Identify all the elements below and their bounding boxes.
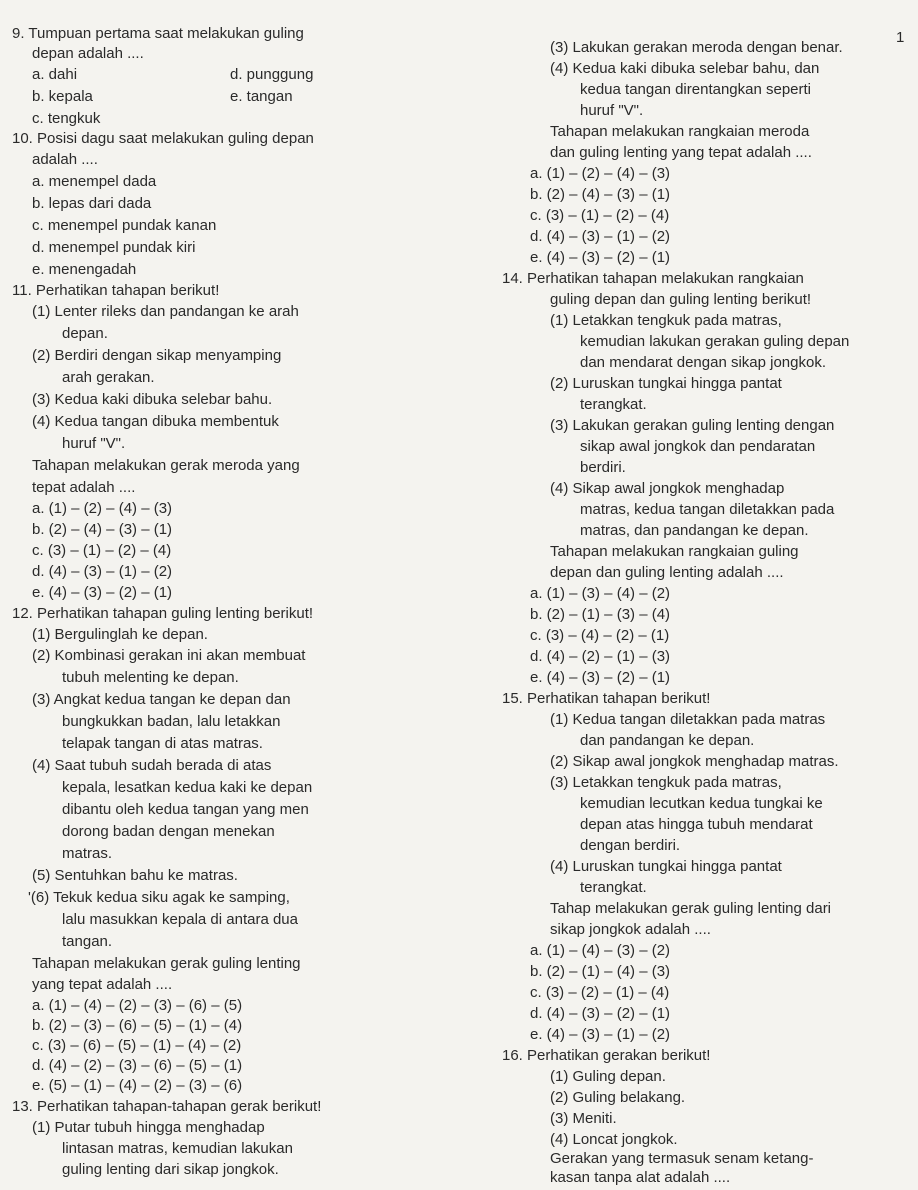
- question-stem: 10. Posisi dagu saat melakukan guling depan: [12, 130, 314, 147]
- option-e: e. (4) – (3) – (1) – (2): [530, 1026, 671, 1043]
- option-b: b. (2) – (3) – (6) – (5) – (1) – (4): [32, 1017, 243, 1034]
- option-e: e. (5) – (1) – (4) – (2) – (3) – (6): [32, 1077, 243, 1094]
- step-item: matras, dan pandangan ke depan.: [580, 522, 809, 539]
- question-prompt: yang tepat adalah ....: [32, 976, 173, 993]
- question-prompt: Gerakan yang termasuk senam ketang-: [550, 1150, 814, 1167]
- page-number: 1: [896, 29, 905, 46]
- step-item: dan pandangan ke depan.: [580, 732, 755, 749]
- option-d: d. menempel pundak kiri: [32, 239, 196, 256]
- option-d: d. punggung: [230, 66, 314, 83]
- step-item: (4) Sikap awal jongkok menghadap: [550, 480, 785, 497]
- option-b: b. (2) – (4) – (3) – (1): [530, 186, 671, 203]
- option-b: b. kepala: [32, 88, 93, 105]
- step-item: kemudian lecutkan kedua tungkai ke: [580, 795, 823, 812]
- step-item: (3) Letakkan tengkuk pada matras,: [550, 774, 782, 791]
- step-item: (4) Kedua kaki dibuka selebar bahu, dan: [550, 60, 820, 77]
- step-item: dan mendarat dengan sikap jongkok.: [580, 354, 827, 371]
- step-item: lintasan matras, kemudian lakukan: [62, 1140, 293, 1157]
- step-item: tangan.: [62, 933, 113, 950]
- option-e: e. (4) – (3) – (2) – (1): [530, 249, 671, 266]
- step-item: (4) Luruskan tungkai hingga pantat: [550, 858, 782, 875]
- option-a: a. (1) – (2) – (4) – (3): [32, 500, 173, 517]
- question-stem: depan adalah ....: [32, 45, 144, 62]
- step-item: (3) Meniti.: [550, 1110, 617, 1127]
- option-d: d. (4) – (3) – (2) – (1): [530, 1005, 671, 1022]
- step-item: (2) Luruskan tungkai hingga pantat: [550, 375, 782, 392]
- step-item: dorong badan dengan menekan: [62, 823, 275, 840]
- step-item: terangkat.: [580, 879, 647, 896]
- step-item: (2) Berdiri dengan sikap menyamping: [32, 347, 282, 364]
- step-item: huruf "V".: [580, 102, 644, 119]
- question-stem: 15. Perhatikan tahapan berikut!: [502, 690, 711, 707]
- step-item: kepala, lesatkan kedua kaki ke depan: [62, 779, 313, 796]
- question-stem: 12. Perhatikan tahapan guling lenting berikut!: [12, 605, 314, 622]
- option-b: b. (2) – (1) – (3) – (4): [530, 606, 671, 623]
- step-item: (1) Putar tubuh hingga menghadap: [32, 1119, 265, 1136]
- option-c: c. (3) – (4) – (2) – (1): [530, 627, 670, 644]
- step-item: berdiri.: [580, 459, 626, 476]
- question-stem: guling depan dan guling lenting berikut!: [550, 291, 812, 308]
- option-a: a. (1) – (4) – (2) – (3) – (6) – (5): [32, 997, 243, 1014]
- question-stem: 13. Perhatikan tahapan-tahapan gerak berikut!: [12, 1098, 322, 1115]
- question-stem: 9. Tumpuan pertama saat melakukan guling: [12, 25, 304, 42]
- step-item: huruf "V".: [62, 435, 126, 452]
- step-item: (1) Guling depan.: [550, 1068, 666, 1085]
- step-item: (3) Kedua kaki dibuka selebar bahu.: [32, 391, 273, 408]
- step-item: arah gerakan.: [62, 369, 155, 386]
- option-c: c. (3) – (1) – (2) – (4): [530, 207, 670, 224]
- step-item: (1) Lenter rileks dan pandangan ke arah: [32, 303, 299, 320]
- step-item: (3) Lakukan gerakan guling lenting dengan: [550, 417, 835, 434]
- question-prompt: Tahap melakukan gerak guling lenting dari: [550, 900, 832, 917]
- option-c: c. (3) – (6) – (5) – (1) – (4) – (2): [32, 1037, 242, 1054]
- option-d: d. (4) – (2) – (1) – (3): [530, 648, 671, 665]
- option-a: a. menempel dada: [32, 173, 157, 190]
- step-item: terangkat.: [580, 396, 647, 413]
- step-item: (5) Sentuhkan bahu ke matras.: [32, 867, 238, 884]
- option-a: a. dahi: [32, 66, 78, 83]
- question-stem: 11. Perhatikan tahapan berikut!: [12, 282, 220, 299]
- option-c: c. tengkuk: [32, 110, 101, 127]
- step-item: tubuh melenting ke depan.: [62, 669, 239, 686]
- step-item: dibantu oleh kedua tangan yang men: [62, 801, 309, 818]
- option-e: e. tangan: [230, 88, 293, 105]
- step-item: lalu masukkan kepala di antara dua: [62, 911, 298, 928]
- option-c: c. (3) – (2) – (1) – (4): [530, 984, 670, 1001]
- option-c: c. menempel pundak kanan: [32, 217, 217, 234]
- step-item: matras.: [62, 845, 113, 862]
- step-item: telapak tangan di atas matras.: [62, 735, 263, 752]
- option-d: d. (4) – (2) – (3) – (6) – (5) – (1): [32, 1057, 243, 1074]
- step-item: kedua tangan direntangkan seperti: [580, 81, 812, 98]
- option-a: a. (1) – (2) – (4) – (3): [530, 165, 671, 182]
- question-prompt: dan guling lenting yang tepat adalah ....: [550, 144, 812, 161]
- option-a: a. (1) – (4) – (3) – (2): [530, 942, 671, 959]
- step-item: (1) Bergulinglah ke depan.: [32, 626, 208, 643]
- question-stem: adalah ....: [32, 151, 98, 168]
- step-item: kemudian lakukan gerakan guling depan: [580, 333, 850, 350]
- option-e: e. (4) – (3) – (2) – (1): [530, 669, 671, 686]
- question-prompt: Tahapan melakukan rangkaian meroda: [550, 123, 810, 140]
- step-item: (2) Sikap awal jongkok menghadap matras.: [550, 753, 839, 770]
- step-item: (4) Loncat jongkok.: [550, 1131, 678, 1148]
- option-d: d. (4) – (3) – (1) – (2): [32, 563, 173, 580]
- step-item: dengan berdiri.: [580, 837, 681, 854]
- step-item: (4) Saat tubuh sudah berada di atas: [32, 757, 272, 774]
- option-d: d. (4) – (3) – (1) – (2): [530, 228, 671, 245]
- option-e: e. (4) – (3) – (2) – (1): [32, 584, 173, 601]
- option-e: e. menengadah: [32, 261, 137, 278]
- step-item: (2) Kombinasi gerakan ini akan membuat: [32, 647, 306, 664]
- step-item: depan.: [62, 325, 108, 342]
- question-prompt: tepat adalah ....: [32, 479, 136, 496]
- question-prompt: kasan tanpa alat adalah ....: [550, 1169, 731, 1186]
- step-item: (1) Letakkan tengkuk pada matras,: [550, 312, 782, 329]
- step-item: (2) Guling belakang.: [550, 1089, 686, 1106]
- step-item: matras, kedua tangan diletakkan pada: [580, 501, 835, 518]
- option-b: b. (2) – (4) – (3) – (1): [32, 521, 173, 538]
- option-b: b. (2) – (1) – (4) – (3): [530, 963, 671, 980]
- step-item: depan atas hingga tubuh mendarat: [580, 816, 813, 833]
- step-item: (3) Lakukan gerakan meroda dengan benar.: [550, 39, 843, 56]
- step-item: (1) Kedua tangan diletakkan pada matras: [550, 711, 826, 728]
- question-prompt: Tahapan melakukan gerak guling lenting: [32, 955, 301, 972]
- step-item: '(6) Tekuk kedua siku agak ke samping,: [28, 889, 290, 906]
- question-prompt: sikap jongkok adalah ....: [550, 921, 711, 938]
- question-prompt: depan dan guling lenting adalah ....: [550, 564, 784, 581]
- question-stem: 14. Perhatikan tahapan melakukan rangkaian: [502, 270, 804, 287]
- question-prompt: Tahapan melakukan gerak meroda yang: [32, 457, 300, 474]
- option-a: a. (1) – (3) – (4) – (2): [530, 585, 671, 602]
- step-item: (3) Angkat kedua tangan ke depan dan: [32, 691, 291, 708]
- step-item: bungkukkan badan, lalu letakkan: [62, 713, 281, 730]
- option-b: b. lepas dari dada: [32, 195, 152, 212]
- question-stem: 16. Perhatikan gerakan berikut!: [502, 1047, 711, 1064]
- option-c: c. (3) – (1) – (2) – (4): [32, 542, 172, 559]
- step-item: guling lenting dari sikap jongkok.: [62, 1161, 279, 1178]
- step-item: sikap awal jongkok dan pendaratan: [580, 438, 816, 455]
- step-item: (4) Kedua tangan dibuka membentuk: [32, 413, 279, 430]
- question-prompt: Tahapan melakukan rangkaian guling: [550, 543, 799, 560]
